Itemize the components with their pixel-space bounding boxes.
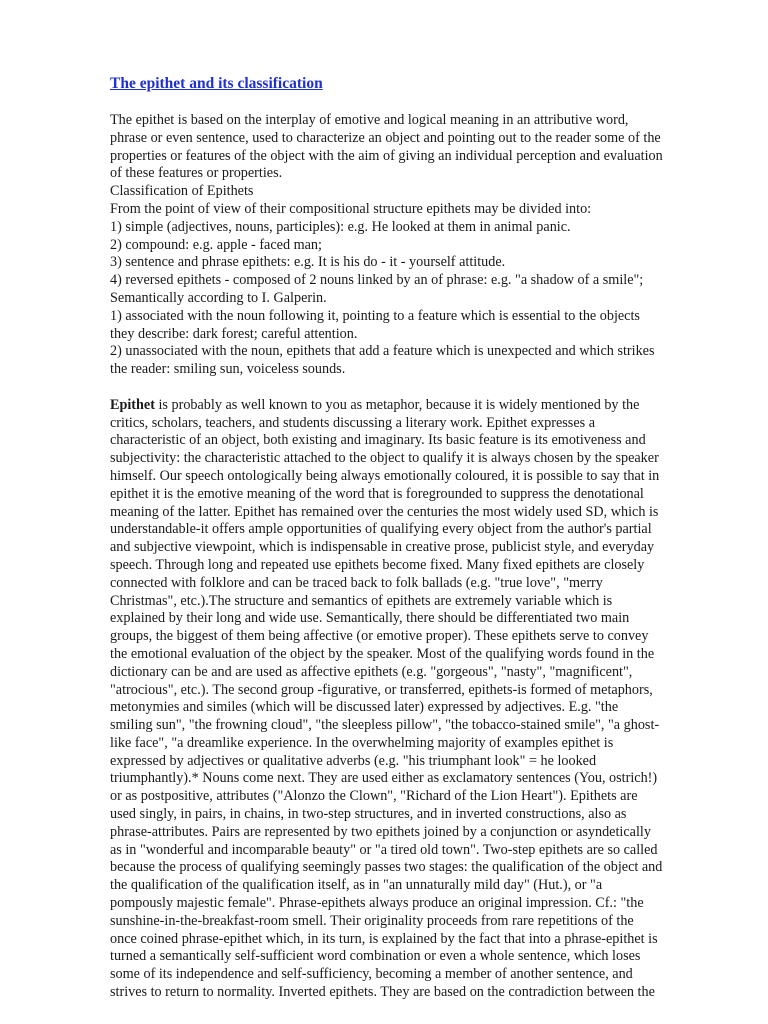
text-line: connected with folklore and can be traced back to folk ballads (e.g. "true love", "merry	[110, 574, 603, 591]
text-line: phrase or even sentence, used to characterize an object and pointing out to the reader some of the	[110, 129, 661, 146]
classification-heading: Classification of Epithets	[110, 183, 254, 200]
text-line: smiling sun", "the frowning cloud", "the sleepless pillow", "the tobacco-stained smile", "a ghost-	[110, 717, 660, 734]
text-line: the reader: smiling sun, voiceless sounds.	[110, 361, 346, 378]
list-item: 2) compound: e.g. apple - faced man;	[110, 236, 322, 253]
text-line: explained by their long and wide use. Semantically, there should be differentiated two main	[110, 610, 630, 627]
document-page	[110, 75, 716, 1002]
text-line: like face", "a dreamlike experience. In the overwhelming majority of examples epithet is	[110, 734, 614, 751]
text-line: triumphantly).* Nouns come next. They are used either as exclamatory sentences (You, ostrich!)	[110, 770, 658, 787]
text-line: of these features or properties.	[110, 165, 283, 182]
text-line: once coined phrase-epithet which, in its turn, is explained by the fact that into a phrase-epithet is	[110, 930, 658, 947]
text-line: as in "wonderful and incomparable beauty" or "a tired old town". Two-step epithets are so called	[110, 841, 658, 858]
text-line: dictionary can be and are used as affective epithets (e.g. "gorgeous", "nasty", "magnificent",	[110, 663, 633, 680]
paragraph-gap	[110, 379, 716, 397]
text-line: "atrocious", etc.). The second group -figurative, or transferred, epithets-is formed of metaphors,	[110, 681, 653, 698]
list-item: 1) associated with the noun following it, pointing to a feature which is essential to the objects	[110, 307, 640, 324]
list-item: 3) sentence and phrase epithets: e.g. It is his do - it - yourself attitude.	[110, 254, 506, 271]
text-line: understandable-it offers ample opportunities of qualifying every object from the author's partial	[110, 521, 652, 538]
text-line: From the point of view of their compositional structure epithets may be divided into:	[110, 200, 592, 217]
text-line: strives to return to normality. Inverted epithets. They are based on the contradiction between the	[110, 984, 655, 1001]
epithet-paragraph	[110, 397, 716, 1002]
text-line: turned a semantically self-sufficient word combination or even a whole sentence, which loses	[110, 948, 641, 965]
text-line: epithet it is the emotive meaning of the word that is foregrounded to suppress the denotational	[110, 485, 644, 502]
text-line: properties or features of the object with the aim of giving an individual perception and evaluation	[110, 147, 663, 164]
text-line: expressed by adjectives or qualitative adverbs (e.g. "his triumphant look" = he looked	[110, 752, 597, 769]
text-line: subjectivity: the characteristic attached to the object to qualify it is always chosen by the speaker	[110, 450, 659, 467]
text-line: pompously majestic female". Phrase-epithets always produce an original impression. Cf.: "the	[110, 895, 644, 912]
text-line: metonymies and similes (which will be discussed later) expressed by adjectives. E.g. "the	[110, 699, 619, 716]
text-line: they describe: dark forest; careful attention.	[110, 325, 358, 342]
epithet-lead-word: Epithet	[110, 396, 155, 413]
text-line	[110, 397, 716, 415]
text-line: some of its independence and self-sufficiency, becoming a member of another sentence, and	[110, 966, 633, 983]
text-line: groups, the biggest of them being affective (or emotive proper). These epithets serve to convey	[110, 628, 649, 645]
text-line: characteristic of an object, both existing and imaginary. Its basic feature is its emotiveness and	[110, 432, 646, 449]
text-line: used singly, in pairs, in chains, in two-step structures, and in inverted constructions, also as	[110, 806, 627, 823]
list-item: 2) unassociated with the noun, epithets that add a feature which is unexpected and which strikes	[110, 343, 655, 360]
text-line: and subjective viewpoint, which is indispensable in creative prose, publicist style, and everyday	[110, 539, 655, 556]
text-fragment: is probably as well known to you as metaphor, because it is widely mentioned by the	[154, 396, 640, 413]
text-line: meaning of the latter. Epithet has remained over the centuries the most widely used SD, which is	[110, 503, 659, 520]
list-item: 1) simple (adjectives, nouns, participles): e.g. He looked at them in animal panic.	[110, 218, 571, 235]
text-line: Christmas", etc.).The structure and semantics of epithets are extremely variable which is	[110, 592, 613, 609]
document-title-link[interactable]: The epithet and its classification	[110, 75, 323, 92]
text-line: the emotional evaluation of the object by the speaker. Most of the qualifying words found in the	[110, 645, 655, 662]
text-line: The epithet is based on the interplay of emotive and logical meaning in an attributive word,	[110, 112, 629, 128]
text-line: phrase-attributes. Pairs are represented by two epithets joined by a conjunction or asyndetically	[110, 823, 651, 840]
text-line: because the process of qualifying seemingly passes two stages: the qualification of the object and	[110, 859, 663, 876]
text-line: or as postpositive, attributes ("Alonzo the Clown", "Richard of the Lion Heart"). Epithets are	[110, 788, 638, 805]
text-line: critics, scholars, teachers, and students discussing a literary work. Epithet expresses a	[110, 414, 595, 431]
list-item: 4) reversed epithets - composed of 2 nouns linked by an of phrase: e.g. "a shadow of a smile";	[110, 272, 644, 289]
text-line: sunshine-in-the-breakfast-room smell. Their originality proceeds from rare repetitions of the	[110, 912, 634, 929]
text-line: speech. Through long and repeated use epithets become fixed. Many fixed epithets are closely	[110, 556, 645, 573]
text-line: himself. Our speech ontologically being always emotionally coloured, it is possible to say that in	[110, 467, 660, 484]
text-line: the qualification of the qualification itself, as in "an unnaturally mild day" (Hut.), or "a	[110, 877, 603, 894]
intro-paragraph	[110, 112, 716, 379]
text-line: Semantically according to I. Galperin.	[110, 289, 327, 306]
